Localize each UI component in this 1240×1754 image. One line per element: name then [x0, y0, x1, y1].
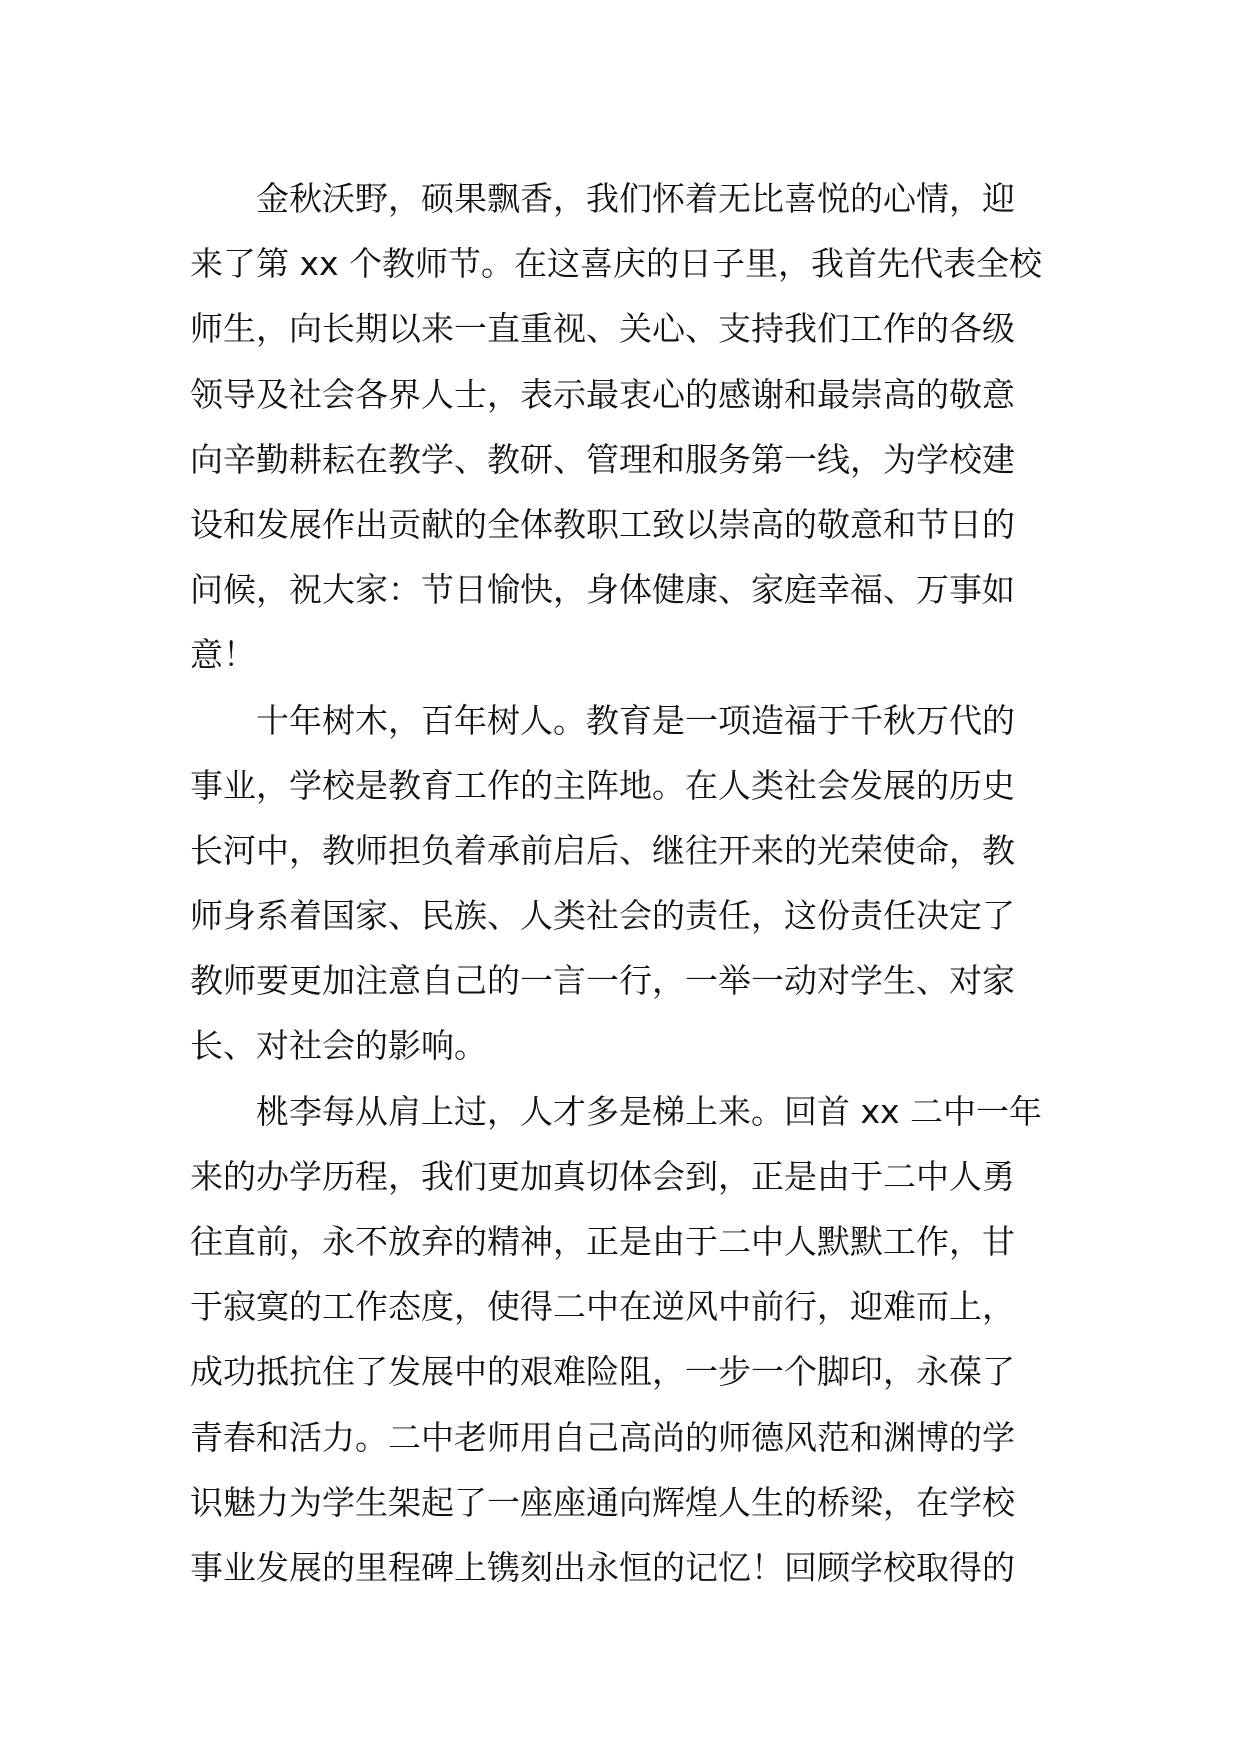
text-line: 往直前，永不放弃的精神，正是由于二中人默默工作，甘: [190, 1222, 1015, 1261]
paragraph-2-line-3: [190, 818, 1062, 883]
paragraph-1-line-6: [190, 492, 1062, 557]
paragraph-2-line-5: [190, 948, 1062, 1013]
paragraph-3-line-7: [190, 1470, 1062, 1535]
text-line: 教师要更加注意自己的一言一行，一举一动对学生、对家: [190, 961, 1015, 1001]
text-line: 长河中，教师担负着承前启后、继往开来的光荣使命，教: [190, 830, 1015, 870]
text-line: 事业发展的里程碑上镌刻出永恒的记忆！回顾学校取得的: [190, 1547, 1015, 1587]
paragraph-2-line-4: [190, 883, 1062, 948]
text-line: 十年树木，百年树人。教育是一项造福于千秋万代的: [256, 700, 1015, 740]
text-line: 设和发展作出贡献的全体教职工致以崇高的敬意和节日的: [190, 504, 1015, 544]
paragraph-2-line-1: [190, 688, 1062, 753]
document-body: [190, 166, 1062, 1600]
paragraph-3-line-6: [190, 1405, 1062, 1470]
text-line: 领导及社会各界人士，表示最衷心的感谢和最崇高的敬意: [190, 374, 1015, 414]
paragraph-1-line-8: [190, 622, 1062, 687]
paragraph-1-line-3: [190, 296, 1062, 361]
text-line: 事业，学校是教育工作的主阵地。在人类社会发展的历史: [190, 765, 1015, 805]
paragraph-3-line-4: [190, 1274, 1062, 1339]
text-line: 长、对社会的影响。: [190, 1026, 487, 1066]
text-line: 于寂寞的工作态度，使得二中在逆风中前行，迎难而上，: [190, 1287, 1015, 1327]
paragraph-1-line-7: [190, 557, 1062, 622]
paragraph-3-line-1: [190, 1079, 1062, 1144]
text-line: 向辛勤耕耘在教学、教研、管理和服务第一线，为学校建: [190, 439, 1015, 479]
text-line: 成功抵抗住了发展中的艰难险阻，一步一个脚印，永葆了: [190, 1352, 1015, 1392]
text-line: 来的办学历程，我们更加真切体会到，正是由于二中人勇: [190, 1156, 1015, 1196]
text-line: 意！: [190, 635, 256, 675]
text-line: 青春和活力。二中老师用自己高尚的师德风范和渊博的学: [190, 1417, 1015, 1457]
text-line: 师身系着国家、民族、人类社会的责任，这份责任决定了: [190, 896, 1015, 936]
paragraph-3-line-8: [190, 1535, 1062, 1600]
paragraph-1-line-4: [190, 362, 1062, 427]
paragraph-2-line-2: [190, 753, 1062, 818]
text-line: 问候，祝大家：节日愉快，身体健康、家庭幸福、万事如: [190, 570, 1015, 610]
text-line: 金秋沃野，硕果飘香，我们怀着无比喜悦的心情，迎: [256, 179, 1015, 218]
text-line: 来了第 xx 个教师节。在这喜庆的日子里，我首先代表全校: [190, 244, 1043, 284]
text-line: 师生，向长期以来一直重视、关心、支持我们工作的各级: [190, 309, 1015, 349]
paragraph-3-line-2: [190, 1144, 1062, 1209]
paragraph-2-line-6: [190, 1013, 1062, 1078]
paragraph-1-line-1: [190, 166, 1062, 231]
paragraph-3-line-5: [190, 1339, 1062, 1404]
text-line: 识魅力为学生架起了一座座通向辉煌人生的桥梁，在学校: [190, 1482, 1015, 1522]
paragraph-3-line-3: [190, 1209, 1062, 1274]
paragraph-1-line-5: [190, 427, 1062, 492]
paragraph-1-line-2: [190, 231, 1062, 296]
text-line: 桃李每从肩上过，人才多是梯上来。回首 xx 二中一年: [256, 1091, 1043, 1131]
